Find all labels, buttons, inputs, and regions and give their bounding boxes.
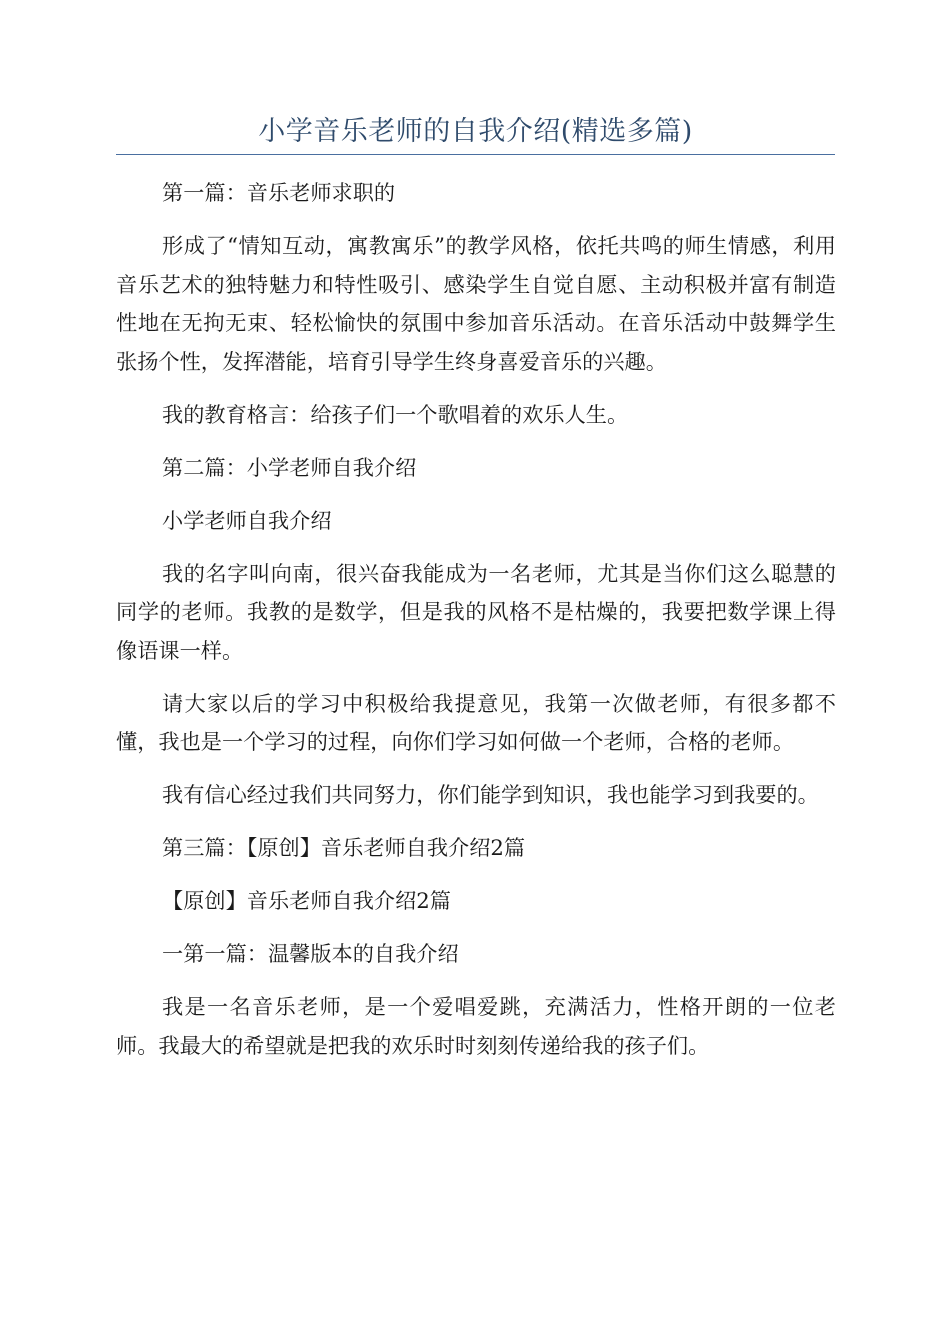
subheading: 【原创】音乐老师自我介绍2篇 [162, 888, 451, 913]
paragraph: 请大家以后的学习中积极给我提意见，我第一次做老师，有很多都不懂，我也是一个学习的过程，向你们学习如何做一个老师，合格的老师。 [116, 690, 836, 754]
paragraph: 我是一名音乐老师，是一个爱唱爱跳，充满活力，性格开朗的一位老师。我最大的希望就是把我的欢乐时时刻刻传递给我的孩子们。 [116, 994, 836, 1058]
subheading: 一第一篇：温馨版本的自我介绍 [162, 941, 459, 966]
paragraph: 我有信心经过我们共同努力，你们能学到知识，我也能学习到我要的。 [162, 782, 819, 807]
paragraph: 我的名字叫向南，很兴奋我能成为一名老师，尤其是当你们这么聪慧的同学的老师。我教的是数学，但是我的风格不是枯燥的，我要把数学课上得像语课一样。 [116, 560, 836, 663]
section-heading-1: 第一篇：音乐老师求职的 [162, 180, 396, 205]
paragraph: 我的教育格言：给孩子们一个歌唱着的欢乐人生。 [162, 401, 629, 427]
document-body [116, 174, 836, 1080]
section-heading-2: 第二篇：小学老师自我介绍 [162, 454, 417, 480]
title-underline [116, 154, 835, 155]
document-title: 小学音乐老师的自我介绍(精选多篇) [258, 116, 693, 147]
paragraph: 形成了“情知互动，寓教寓乐”的教学风格，依托共鸣的师生情感，利用音乐艺术的独特魅力和特性吸引、感染学生自觉自愿、主动积极并富有制造性地在无拘无束、轻松愉快的氛围中参加音乐活动。在音乐活动中鼓舞学生张扬个性，发挥潜能，培育引导学生终身喜爱音乐的兴趣。 [116, 233, 836, 374]
subheading: 小学老师自我介绍 [162, 507, 332, 533]
section-heading-3: 第三篇：【原创】音乐老师自我介绍2篇 [162, 835, 526, 860]
